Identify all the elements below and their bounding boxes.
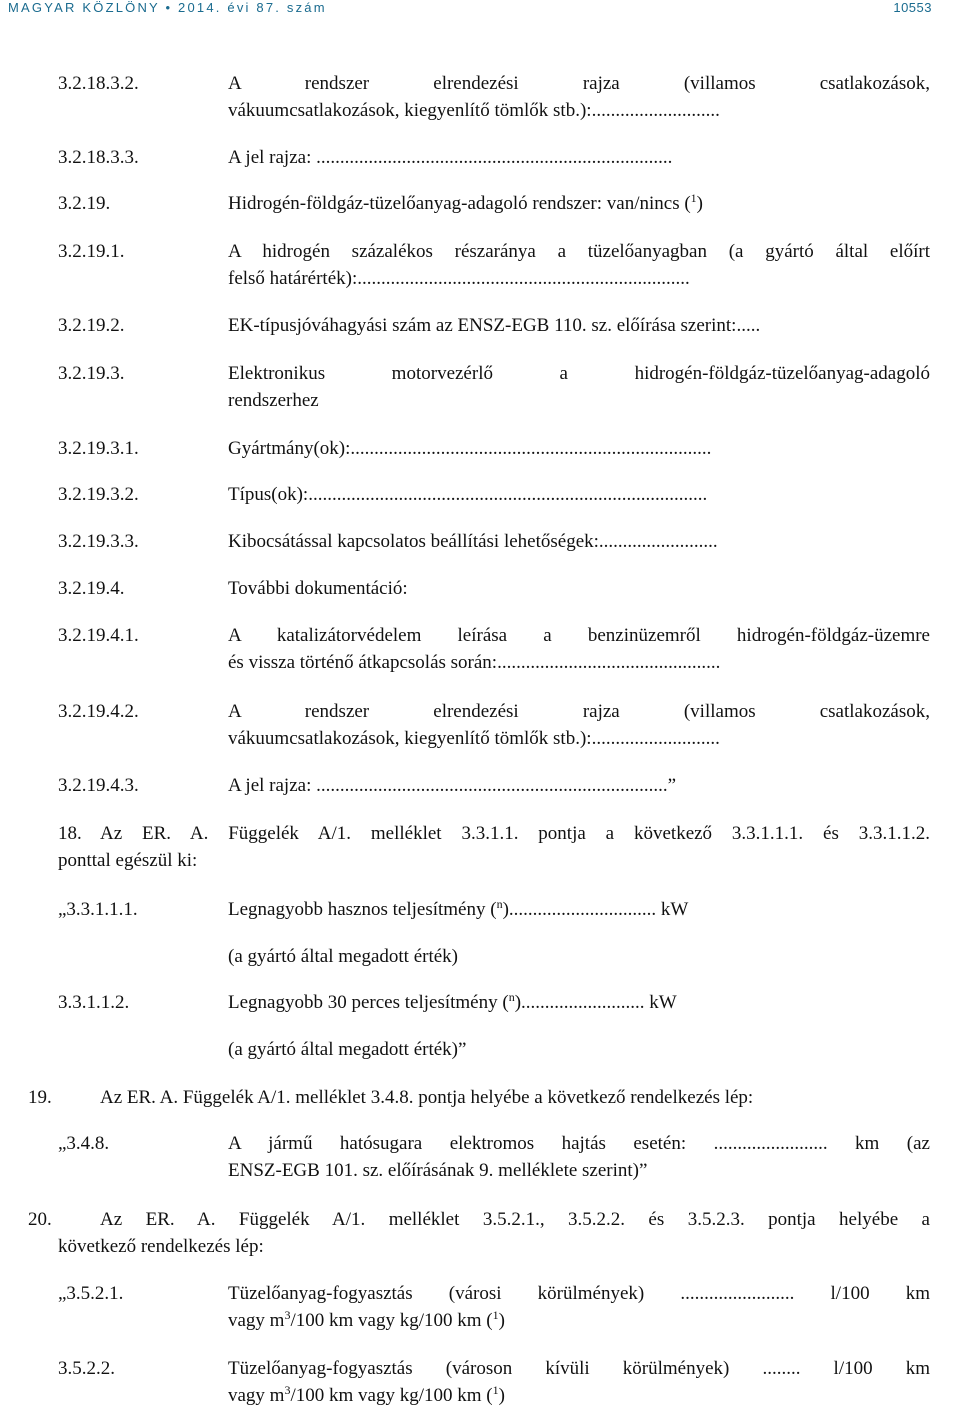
item-18 [58,820,930,874]
entry-text-line [228,1382,930,1409]
entry-text: /100 km vagy kg/100 km ( [290,1310,493,1331]
entry-text: Legnagyobb hasznos teljesítmény ( [228,899,497,920]
entry-3-2-19-4 [58,575,930,602]
entry-3-2-18-3-2 [58,70,930,124]
entry-number: „3.3.1.1.1. [58,899,138,920]
entry-text-line: A rendszer elrendezési rajza (villamos csatlakozások, [228,701,930,722]
entry-text-line: A rendszer elrendezési rajza (villamos csatlakozások, [228,73,930,94]
entry-text-line: A katalizátorvédelem leírása a benzinüzemről hidrogén-földgáz-üzemre [228,625,930,646]
entry-text: ) [498,1310,505,1331]
item-number: 18. [58,823,82,844]
entry-3-2-19-3-3 [58,528,930,555]
entry-text-line: rendszerhez [228,390,319,411]
entry-3-2-19-4-1 [58,622,930,676]
item-20 [28,1206,930,1260]
entry-text-line [228,190,930,217]
entry-text-line: Gyártmány(ok):............................................................................ [228,438,712,459]
entry-text-line: vákuumcsatlakozások, kiegyenlítő tömlők stb.):........................... [228,728,720,749]
entry-text-line: EK-típusjóváhagyási szám az ENSZ-EGB 110. sz. előírása szerint:..... [228,315,761,336]
entry-text-line: Kibocsátással kapcsolatos beállítási lehetőségek:......................... [228,531,718,552]
item-number: 19. [28,1087,52,1108]
entry-text: )............................... kW [502,899,689,920]
item-18-line: ponttal egészül ki: [58,850,198,871]
entry-number: 3.2.18.3.3. [58,147,139,168]
entry-text: ) [498,1385,505,1406]
entry-number: 3.2.19.3.2. [58,484,139,505]
entry-text-line [228,896,930,923]
entry-text-line: vákuumcsatlakozások, kiegyenlítő tömlők stb.):........................... [228,100,720,121]
item-text: Az ER. A. Függelék A/1. melléklet 3.3.1.1. pontja a következő 3.3.1.1.1. és 3.3.1.1.2. [100,823,930,844]
entry-text-line: Tüzelőanyag-fogyasztás (városi körülmények) ........................ l/100 km [228,1283,930,1304]
entry-note: (a gyártó által megadott érték) [228,946,459,967]
entry-3-3-1-1-2 [58,989,930,1063]
entry-3-4-8 [58,1130,930,1184]
entry-3-5-2-2 [58,1355,930,1409]
entry-3-2-19-3-1 [58,435,930,462]
entry-number: 3.2.19.3. [58,363,125,384]
entry-number: 3.5.2.2. [58,1358,115,1379]
entry-3-2-19-3 [58,360,930,414]
item-number: 20. [28,1209,52,1230]
entry-text: vagy m [228,1310,285,1331]
item-text: Az ER. A. Függelék A/1. melléklet 3.4.8. pontja helyébe a következő rendelkezés lép: [100,1087,754,1108]
footnote-mark: 1 [690,191,697,205]
entry-note: (a gyártó által megadott érték)” [228,1039,467,1060]
entry-3-2-19-2 [58,312,930,339]
entry-3-5-2-1 [58,1280,930,1334]
entry-text: /100 km vagy kg/100 km ( [290,1385,493,1406]
footnote-mark: n [508,990,515,1004]
entry-number: „3.5.2.1. [58,1283,124,1304]
entry-text: ).......................... kW [514,992,677,1013]
entry-text: vagy m [228,1385,285,1406]
item-20-line [28,1206,930,1233]
footnote-mark: 1 [492,1308,499,1322]
entry-3-3-1-1-1 [58,896,930,970]
item-20-line: következő rendelkezés lép: [58,1236,264,1257]
page-number: 10553 [893,0,932,15]
entry-text-line [228,989,930,1016]
entry-text-line: A jármű hatósugara elektromos hajtás esetén: ........................ km (az [228,1133,930,1154]
entry-number: 3.2.19.3.3. [58,531,139,552]
entry-3-2-19-3-2 [58,481,930,508]
entry-text-line: felső határérték):...................................................................... [228,268,690,289]
entry-text-line: A jel rajza: ........................................................................... [228,147,673,168]
entry-number: 3.2.18.3.2. [58,73,139,94]
entry-number: 3.2.19.4.3. [58,775,139,796]
entry-text-line: Tüzelőanyag-fogyasztás (városon kívüli körülmények) ........ l/100 km [228,1358,930,1379]
entry-text-line: Elektronikus motorvezérlő a hidrogén-földgáz-tüzelőanyag-adagoló [228,363,930,384]
entry-text-line: A jel rajza: ..........................................................................” [228,775,677,796]
superscript: 3 [284,1308,291,1322]
entry-text: Hidrogén-földgáz-tüzelőanyag-adagoló rendszer: van/nincs ( [228,193,691,214]
entry-text-line: és vissza történő átkapcsolás során:............................................... [228,652,721,673]
entry-number: 3.2.19.2. [58,315,125,336]
entry-number: „3.4.8. [58,1133,110,1154]
superscript: 3 [284,1383,291,1397]
entry-3-2-18-3-3 [58,144,930,171]
entry-number: 3.2.19.3.1. [58,438,139,459]
item-19 [28,1084,930,1111]
item-18-line [58,820,930,847]
entry-number: 3.2.19.4.2. [58,701,139,722]
entry-3-2-19-4-3 [58,772,930,799]
entry-text: ) [696,193,703,214]
entry-3-2-19-1 [58,238,930,292]
footnote-mark: n [496,897,503,911]
entry-number: 3.2.19.1. [58,241,125,262]
footnote-mark: 1 [492,1383,499,1397]
entry-3-2-19 [58,190,930,217]
entry-number: 3.2.19. [58,193,111,214]
item-19-line [28,1084,930,1111]
entry-number: 3.3.1.1.2. [58,992,130,1013]
item-text: Az ER. A. Függelék A/1. melléklet 3.5.2.1., 3.5.2.2. és 3.5.2.3. pontja helyébe a [100,1209,930,1230]
entry-text-line: A hidrogén százalékos részaránya a tüzelőanyagban (a gyártó által előírt [228,241,930,262]
page-header [8,0,952,20]
entry-text-line: Típus(ok):.................................................................................... [228,484,708,505]
entry-text-line: ENSZ-EGB 101. sz. előírásának 9. melléklete szerint)” [228,1160,648,1181]
entry-number: 3.2.19.4.1. [58,625,139,646]
journal-title: MAGYAR KÖZLÖNY • 2014. évi 87. szám [8,0,327,15]
entry-text: Legnagyobb 30 perces teljesítmény ( [228,992,509,1013]
entry-text-line [228,1307,930,1334]
entry-number: 3.2.19.4. [58,578,125,599]
entry-text-line: További dokumentáció: [228,578,408,599]
entry-3-2-19-4-2 [58,698,930,752]
